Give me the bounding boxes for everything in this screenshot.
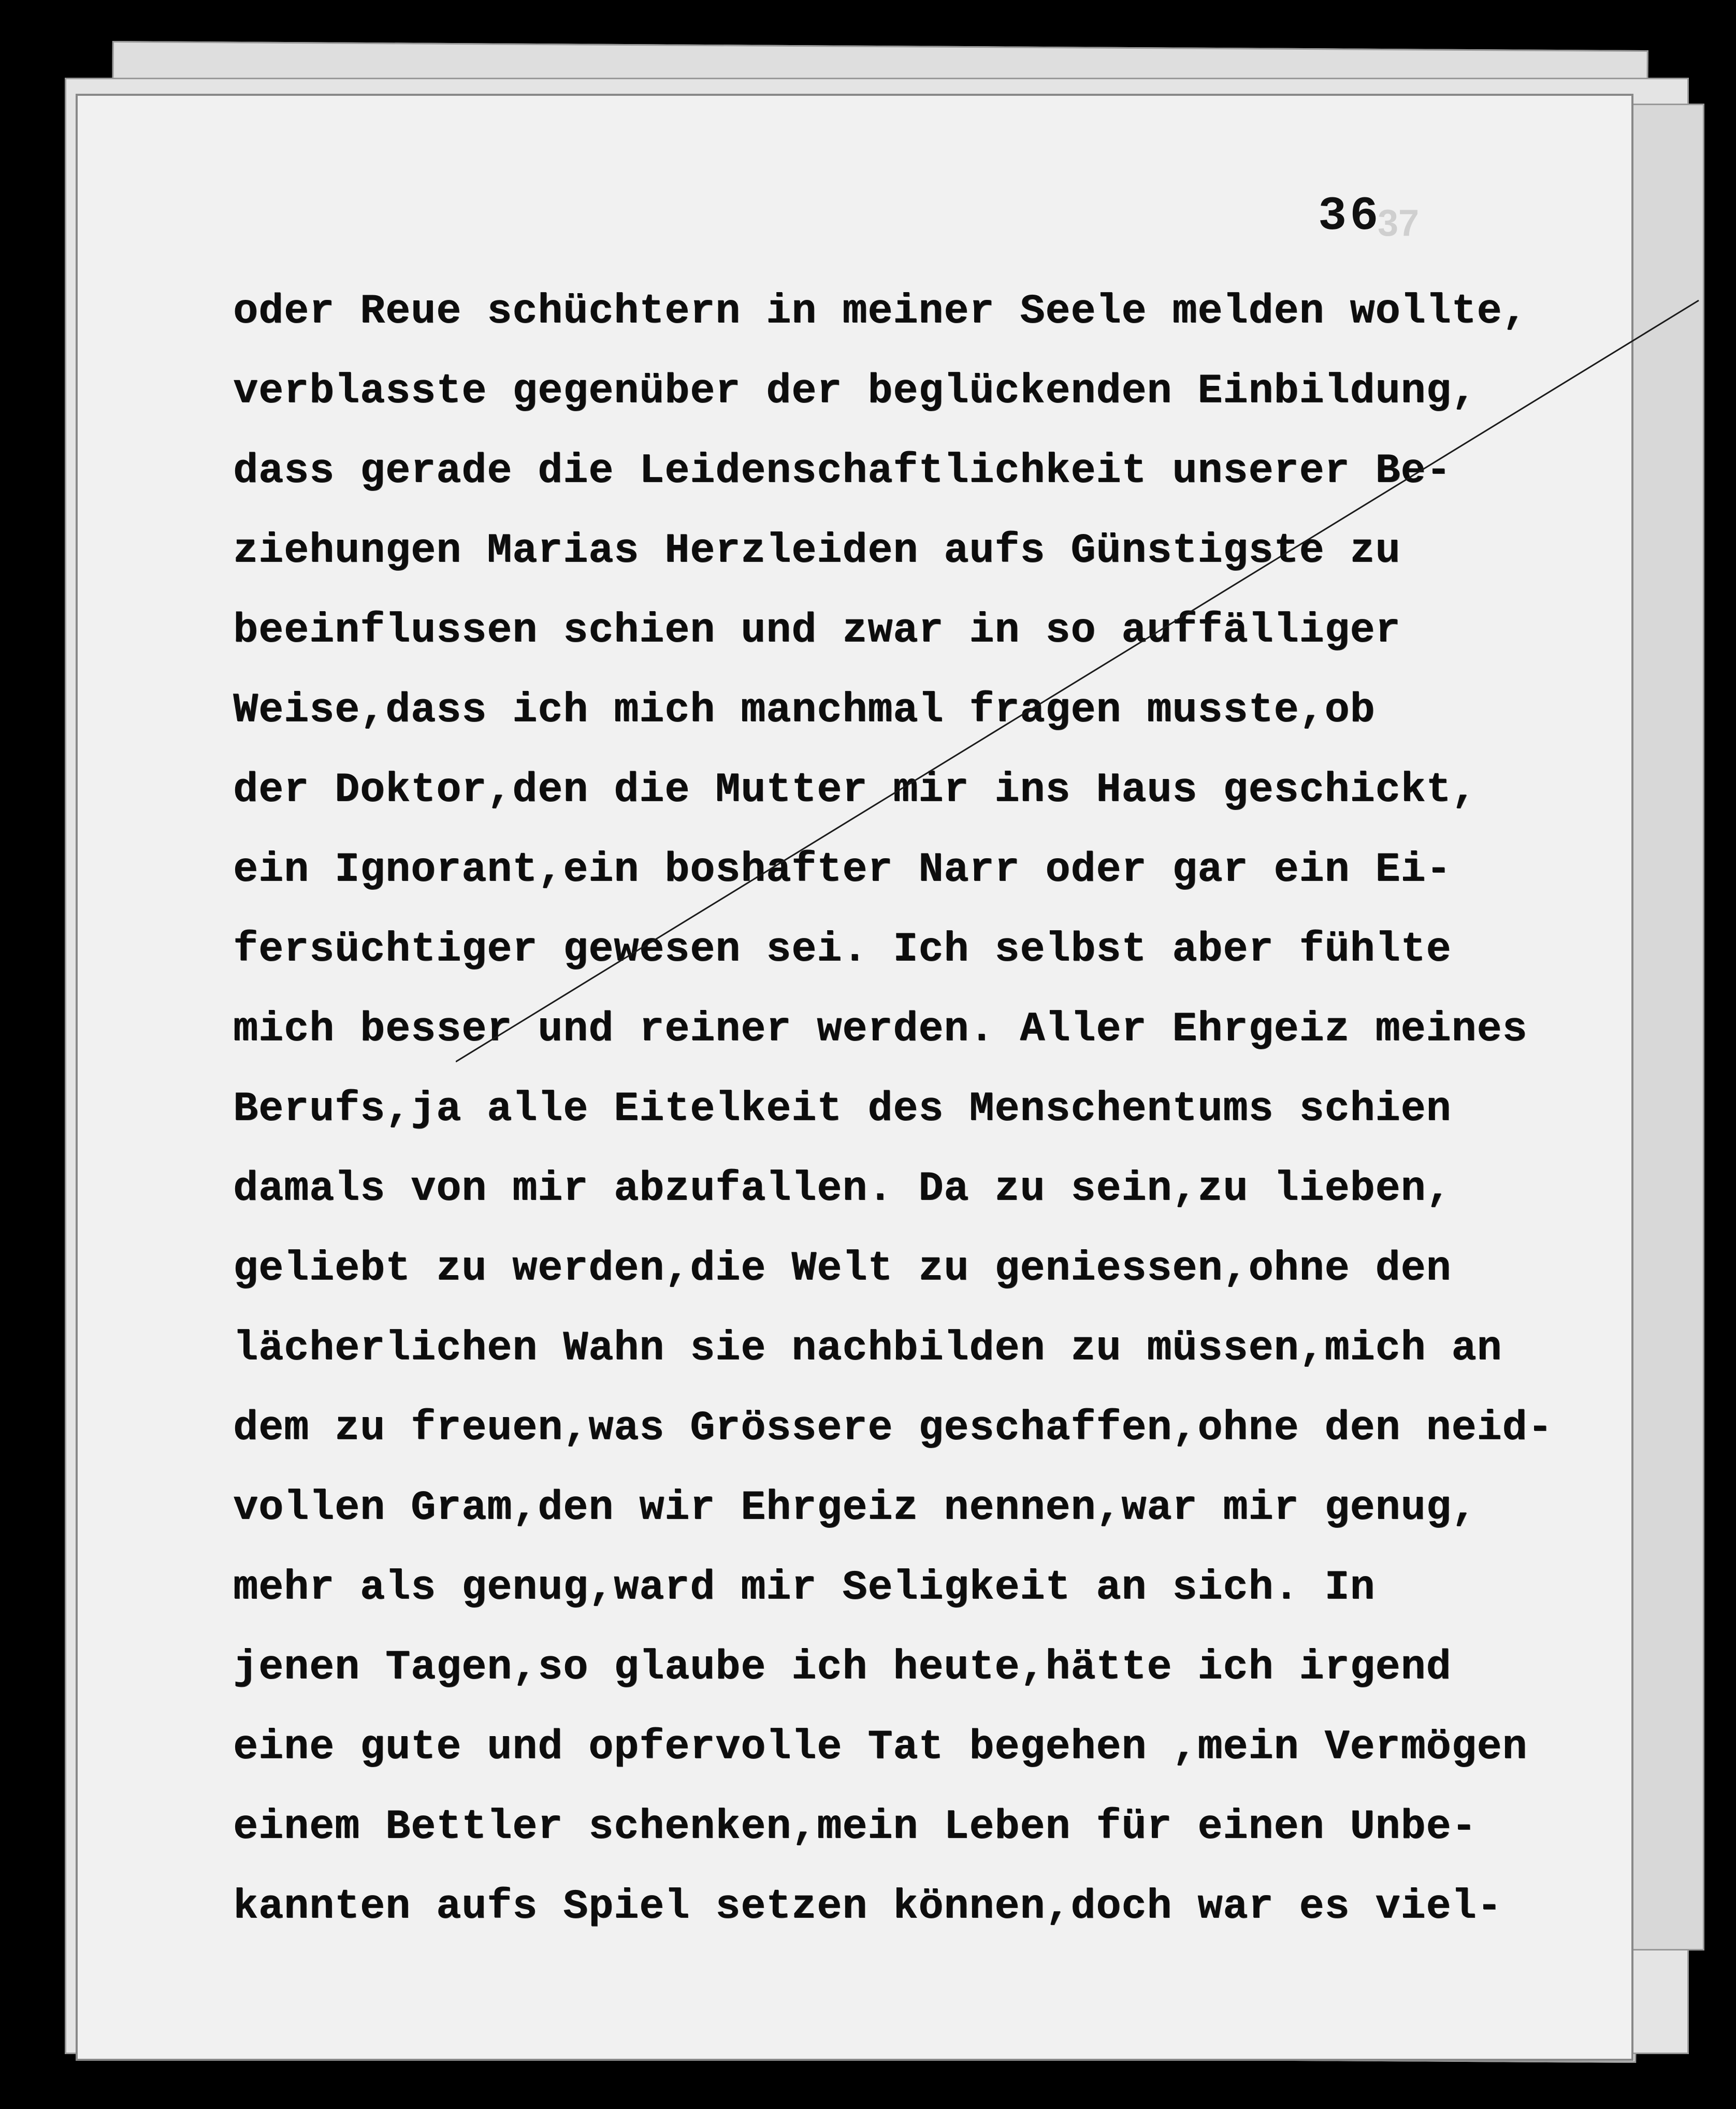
text-line: mehr als genug,ward mir Seligkeit an sich. In (233, 1564, 1376, 1611)
text-line: einem Bettler schenken,mein Leben für einen Unbe- (233, 1803, 1477, 1851)
text-line: kannten aufs Spiel setzen können,doch war es viel- (233, 1883, 1502, 1930)
text-line: ein Ignorant,ein boshafter Narr oder gar ein Ei- (233, 846, 1452, 893)
text-line: der Doktor,den die Mutter mir ins Haus geschickt, (233, 767, 1477, 814)
text-line: ziehungen Marias Herzleiden aufs Günstigste zu (233, 527, 1401, 574)
text-line: fersüchtiger gewesen sei. Ich selbst aber fühlte (233, 926, 1452, 973)
text-line: dass gerade die Leidenschaftlichkeit unserer Be- (233, 447, 1452, 495)
text-line: verblasste gegenüber der beglückenden Einbildung, (233, 368, 1477, 415)
pencil-strike-line (456, 285, 1736, 1217)
text-line: beeinflussen schien und zwar in so auffälliger (233, 607, 1401, 654)
text-line: mich besser und reiner werden. Aller Ehrgeiz meines (233, 1006, 1528, 1053)
text-line: eine gute und opfervolle Tat begehen ,mein Vermögen (233, 1724, 1528, 1771)
text-line: damals von mir abzufallen. Da zu sein,zu lieben, (233, 1165, 1452, 1212)
pencil-page-number: 37 (1378, 203, 1420, 244)
page-number: 36 (1318, 189, 1382, 243)
text-line: oder Reue schüchtern in meiner Seele melden wollte, (233, 288, 1528, 335)
text-line: geliebt zu werden,die Welt zu geniessen,ohne den (233, 1245, 1452, 1292)
text-line: Berufs,ja alle Eitelkeit des Menschentums schien (233, 1086, 1452, 1133)
text-line: vollen Gram,den wir Ehrgeiz nennen,war mir genug, (233, 1484, 1477, 1532)
text-line: dem zu freuen,was Grössere geschaffen,ohne den neid- (233, 1405, 1553, 1452)
text-line: Weise,dass ich mich manchmal fragen musste,ob (233, 687, 1376, 734)
text-line: lächerlichen Wahn sie nachbilden zu müssen,mich an (233, 1325, 1502, 1372)
text-line: jenen Tagen,so glaube ich heute,hätte ich irgend (233, 1644, 1452, 1691)
